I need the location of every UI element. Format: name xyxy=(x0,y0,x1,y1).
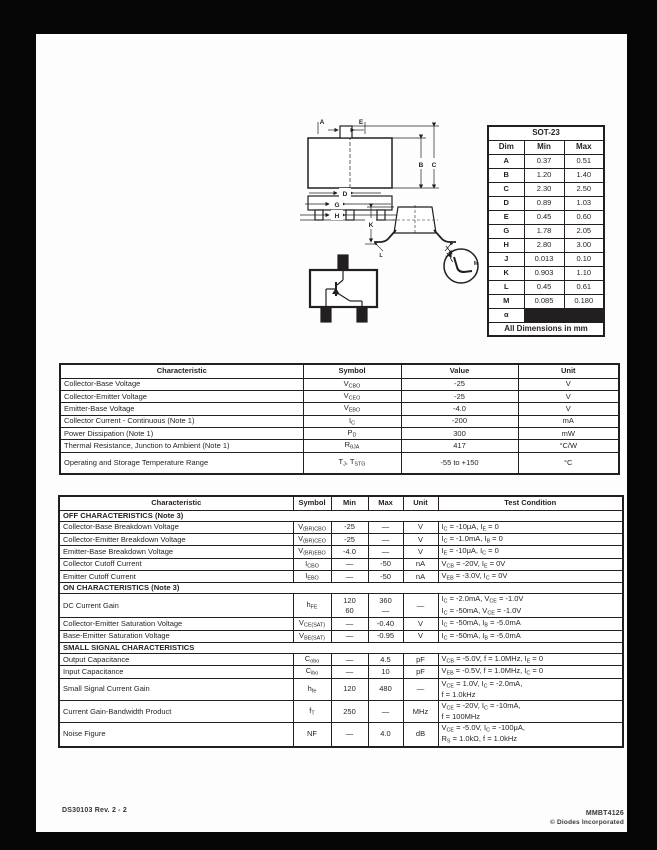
max-header: Max xyxy=(368,496,403,510)
max-cell: 4.0 xyxy=(368,722,403,746)
max-cell: -0.40 xyxy=(368,618,403,630)
symbol-cell: NF xyxy=(293,722,331,746)
characteristic-header: Characteristic xyxy=(60,364,303,378)
characteristic-cell: Emitter-Base Breakdown Voltage xyxy=(59,546,293,558)
min-cell: — xyxy=(331,618,368,630)
ratings-row xyxy=(60,378,619,390)
max-cell: -50 xyxy=(368,558,403,570)
test-condition-cell: $I_E = -10\mu A$, $I_C = 0$ xyxy=(438,546,623,558)
unit-cell: dB xyxy=(403,722,438,746)
characteristic-cell: Operating and Storage Temperature Range xyxy=(60,452,303,474)
symbol-cell: $P_D$ xyxy=(303,427,401,439)
unit-cell: pF xyxy=(403,666,438,678)
max-cell: — xyxy=(368,533,403,545)
dim-row xyxy=(488,168,604,182)
characteristic-cell: Small Signal Current Gain xyxy=(59,678,293,700)
dim-min: 1.78 xyxy=(524,224,564,238)
symbol-header: Symbol xyxy=(293,496,331,510)
test-condition-cell: $V_{CE} = -5.0V$, $I_C = -100\mu A$, $R_S = 1.0k\Omega$, f = 1.0kHz xyxy=(438,722,623,746)
value-cell: 417 xyxy=(401,440,518,452)
electrical-characteristics-table xyxy=(58,495,624,748)
section-header-row xyxy=(59,583,623,594)
dim-row xyxy=(488,280,604,294)
unit-cell: mW xyxy=(518,427,619,439)
datasheet-page xyxy=(36,34,627,832)
elec-row xyxy=(59,521,623,533)
symbol-cell: $h_{fe}$ xyxy=(293,678,331,700)
symbol-cell: $V_{EBO}$ xyxy=(303,403,401,415)
dim-table-footer-row xyxy=(488,322,604,336)
max-cell: — xyxy=(368,700,403,722)
section-header-row xyxy=(59,643,623,654)
elec-row xyxy=(59,678,623,700)
symbol-cell: $R_{\theta JA}$ xyxy=(303,440,401,452)
min-cell: 250 xyxy=(331,700,368,722)
ratings-row xyxy=(60,427,619,439)
test-condition-cell: $V_{CE} = 1.0V$, $I_C = -2.0mA$, f = 1.0kHz xyxy=(438,678,623,700)
characteristic-cell: Collector-Base Voltage xyxy=(60,378,303,390)
dim-max: 3.00 xyxy=(564,238,604,252)
alpha-row xyxy=(488,308,604,322)
dim-label-d: D xyxy=(342,191,348,198)
dim-letter: D xyxy=(488,196,524,210)
ratings-row xyxy=(60,415,619,427)
characteristic-cell: Collector-Emitter Voltage xyxy=(60,390,303,402)
dim-col-header: Dim xyxy=(488,140,524,154)
characteristic-cell: Output Capacitance xyxy=(59,654,293,666)
dim-max: 0.10 xyxy=(564,252,604,266)
dim-label-m: M xyxy=(473,261,479,267)
dim-label-k: K xyxy=(368,222,374,229)
dim-label-j: J xyxy=(445,253,449,259)
dim-max: 1.40 xyxy=(564,168,604,182)
test-condition-cell: $I_C = -50mA$, $I_B = -5.0mA$ xyxy=(438,618,623,630)
dim-letter: M xyxy=(488,294,524,308)
min-cell: — xyxy=(331,666,368,678)
characteristic-header: Characteristic xyxy=(59,496,293,510)
unit-cell: MHz xyxy=(403,700,438,722)
test-condition-cell: $V_{EB} = -3.0V$, $I_C = 0V$ xyxy=(438,570,623,582)
elec-row xyxy=(59,654,623,666)
dim-label-l: L xyxy=(379,253,383,259)
dim-max: 1.10 xyxy=(564,266,604,280)
unit-cell: V xyxy=(518,390,619,402)
schematic-pinout xyxy=(310,255,377,322)
min-cell: -25 xyxy=(331,521,368,533)
elec-row xyxy=(59,546,623,558)
unit-cell: V xyxy=(403,546,438,558)
elec-row xyxy=(59,594,623,618)
ratings-row xyxy=(60,440,619,452)
elec-header-row xyxy=(59,496,623,510)
min-cell: — xyxy=(331,722,368,746)
characteristic-cell: DC Current Gain xyxy=(59,594,293,618)
min-cell: -4.0 xyxy=(331,546,368,558)
test-condition-cell: $V_{CB} = -20V$, $I_E = 0V$ xyxy=(438,558,623,570)
symbol-cell: $V_{(BR)CBO}$ xyxy=(293,521,331,533)
dim-min: 2.80 xyxy=(524,238,564,252)
dim-max: 0.51 xyxy=(564,154,604,168)
unit-cell: nA xyxy=(403,570,438,582)
value-cell: -25 xyxy=(401,390,518,402)
characteristic-cell: Emitter Cutoff Current xyxy=(59,570,293,582)
dim-max: 2.50 xyxy=(564,182,604,196)
dim-min: 1.20 xyxy=(524,168,564,182)
dim-letter: J xyxy=(488,252,524,266)
dim-letter: B xyxy=(488,168,524,182)
test-condition-cell: $I_C = -1.0mA$, $I_B = 0$ xyxy=(438,533,623,545)
dim-label-h: H xyxy=(334,213,340,220)
max-cell: 4.5 xyxy=(368,654,403,666)
characteristic-cell: Thermal Resistance, Junction to Ambient (Note 1) xyxy=(60,440,303,452)
elec-row xyxy=(59,570,623,582)
dim-row xyxy=(488,210,604,224)
value-cell: -55 to +150 xyxy=(401,452,518,474)
unit-cell: °C xyxy=(518,452,619,474)
min-cell: 120 xyxy=(331,678,368,700)
elec-row xyxy=(59,666,623,678)
ratings-row xyxy=(60,390,619,402)
elec-row xyxy=(59,700,623,722)
dim-max: 0.180 xyxy=(564,294,604,308)
dim-table-title: SOT-23 xyxy=(488,126,604,140)
elec-row xyxy=(59,630,623,642)
section-title: OFF CHARACTERISTICS (Note 3) xyxy=(59,510,623,521)
dim-min: 0.085 xyxy=(524,294,564,308)
dim-label-c: C xyxy=(431,162,437,169)
unit-cell: — xyxy=(403,594,438,618)
test-condition-cell: $V_{CB} = -5.0V$, f = 1.0MHz, $I_E = 0$ xyxy=(438,654,623,666)
characteristic-cell: Collector-Emitter Breakdown Voltage xyxy=(59,533,293,545)
dim-label-g: G xyxy=(334,202,340,209)
ratings-row xyxy=(60,452,619,474)
dim-row xyxy=(488,266,604,280)
min-cell: — xyxy=(331,654,368,666)
dim-row xyxy=(488,182,604,196)
unit-cell: mA xyxy=(518,415,619,427)
symbol-cell: $I_{CBO}$ xyxy=(293,558,331,570)
max-cell: -0.95 xyxy=(368,630,403,642)
test-condition-cell: $I_C = -2.0mA$, $V_{CE} = -1.0V$ $I_C = -50mA$, $V_{CE} = -1.0V$ xyxy=(438,594,623,618)
max-cell: — xyxy=(368,521,403,533)
unit-cell: V xyxy=(518,403,619,415)
characteristic-cell: Power Dissipation (Note 1) xyxy=(60,427,303,439)
front-view xyxy=(300,193,403,220)
dim-min: 0.37 xyxy=(524,154,564,168)
symbol-cell: $V_{CBO}$ xyxy=(303,378,401,390)
max-col-header: Max xyxy=(564,140,604,154)
footer-part-number: MMBT4126 xyxy=(585,810,624,817)
value-header: Value xyxy=(401,364,518,378)
symbol-cell: $V_{CEO}$ xyxy=(303,390,401,402)
dim-label-b: B xyxy=(418,162,424,169)
alpha-label: α xyxy=(488,308,524,322)
dim-min: 0.45 xyxy=(524,210,564,224)
unit-header: Unit xyxy=(403,496,438,510)
dim-letter: E xyxy=(488,210,524,224)
ratings-header-row xyxy=(60,364,619,378)
elec-row xyxy=(59,722,623,746)
min-col-header: Min xyxy=(524,140,564,154)
dim-row xyxy=(488,238,604,252)
top-view xyxy=(308,122,392,190)
dim-row xyxy=(488,252,604,266)
dim-max: 0.60 xyxy=(564,210,604,224)
dim-min: 0.89 xyxy=(524,196,564,210)
unit-cell: — xyxy=(403,678,438,700)
section-header-row xyxy=(59,510,623,521)
symbol-cell: $I_{EBO}$ xyxy=(293,570,331,582)
test-condition-cell: $I_C = -10\mu A$, $I_E = 0$ xyxy=(438,521,623,533)
package-drawing xyxy=(295,112,490,347)
test-condition-header: Test Condition xyxy=(438,496,623,510)
symbol-cell: $V_{BE(SAT)}$ xyxy=(293,630,331,642)
characteristic-cell: Collector Current - Continuous (Note 1) xyxy=(60,415,303,427)
max-cell: — xyxy=(368,546,403,558)
symbol-cell: $V_{CE(SAT)}$ xyxy=(293,618,331,630)
footer-right xyxy=(550,810,624,826)
symbol-cell: $V_{(BR)EBO}$ xyxy=(293,546,331,558)
characteristic-cell: Current Gain-Bandwidth Product xyxy=(59,700,293,722)
symbol-header: Symbol xyxy=(303,364,401,378)
min-cell: -25 xyxy=(331,533,368,545)
elec-row xyxy=(59,533,623,545)
min-header: Min xyxy=(331,496,368,510)
characteristic-cell: Emitter-Base Voltage xyxy=(60,403,303,415)
maximum-ratings-table xyxy=(59,363,620,475)
dim-letter: L xyxy=(488,280,524,294)
dim-table-footer: All Dimensions in mm xyxy=(488,322,604,336)
test-condition-cell: $V_{EB} = -0.5V$, f = 1.0MHz, $I_C = 0$ xyxy=(438,666,623,678)
footer-copyright: © Diodes Incorporated xyxy=(550,819,624,826)
symbol-cell: $f_T$ xyxy=(293,700,331,722)
elec-row xyxy=(59,618,623,630)
alpha-value-blacked-out xyxy=(524,308,604,322)
unit-cell: nA xyxy=(403,558,438,570)
min-cell: — xyxy=(331,570,368,582)
dim-row xyxy=(488,154,604,168)
characteristic-cell: Collector-Base Breakdown Voltage xyxy=(59,521,293,533)
unit-cell: V xyxy=(403,630,438,642)
dim-max: 1.03 xyxy=(564,196,604,210)
min-cell: — xyxy=(331,558,368,570)
symbol-cell: $C_{ibo}$ xyxy=(293,666,331,678)
dim-label-a: A xyxy=(319,119,325,126)
sot23-dimension-table xyxy=(487,125,605,337)
dim-min: 0.903 xyxy=(524,266,564,280)
characteristic-cell: Noise Figure xyxy=(59,722,293,746)
max-cell: 360 — xyxy=(368,594,403,618)
footer-doc-number: DS30103 Rev. 2 - 2 xyxy=(62,807,127,814)
symbol-cell: $C_{obo}$ xyxy=(293,654,331,666)
dim-letter: H xyxy=(488,238,524,252)
value-cell: -4.0 xyxy=(401,403,518,415)
characteristic-cell: Collector Cutoff Current xyxy=(59,558,293,570)
unit-cell: V xyxy=(403,521,438,533)
test-condition-cell: $V_{CE} = -20V$, $I_C = -10mA$, f = 100MHz xyxy=(438,700,623,722)
dim-letter: G xyxy=(488,224,524,238)
max-cell: 10 xyxy=(368,666,403,678)
elec-row xyxy=(59,558,623,570)
dim-min: 0.013 xyxy=(524,252,564,266)
min-cell: — xyxy=(331,630,368,642)
dim-letter: K xyxy=(488,266,524,280)
dim-row xyxy=(488,294,604,308)
unit-cell: V xyxy=(403,533,438,545)
unit-cell: pF xyxy=(403,654,438,666)
dim-min: 2.30 xyxy=(524,182,564,196)
section-title: SMALL SIGNAL CHARACTERISTICS xyxy=(59,643,623,654)
value-cell: -200 xyxy=(401,415,518,427)
dim-max: 2.05 xyxy=(564,224,604,238)
dim-letter: C xyxy=(488,182,524,196)
characteristic-cell: Input Capacitance xyxy=(59,666,293,678)
value-cell: -25 xyxy=(401,378,518,390)
test-condition-cell: $I_C = -50mA$, $I_B = -5.0mA$ xyxy=(438,630,623,642)
min-cell: 120 60 xyxy=(331,594,368,618)
dim-min: 0.45 xyxy=(524,280,564,294)
symbol-cell: $V_{(BR)CEO}$ xyxy=(293,533,331,545)
symbol-cell: $h_{FE}$ xyxy=(293,594,331,618)
dim-row xyxy=(488,224,604,238)
value-cell: 300 xyxy=(401,427,518,439)
max-cell: 480 xyxy=(368,678,403,700)
unit-header: Unit xyxy=(518,364,619,378)
unit-cell: V xyxy=(518,378,619,390)
dim-label-e: E xyxy=(358,119,364,126)
characteristic-cell: Base-Emitter Saturation Voltage xyxy=(59,630,293,642)
dim-letter: A xyxy=(488,154,524,168)
symbol-cell: $T_J$, $T_{STG}$ xyxy=(303,452,401,474)
symbol-cell: $I_C$ xyxy=(303,415,401,427)
max-cell: -50 xyxy=(368,570,403,582)
dim-max: 0.61 xyxy=(564,280,604,294)
unit-cell: V xyxy=(403,618,438,630)
unit-cell: °C/W xyxy=(518,440,619,452)
dim-row xyxy=(488,196,604,210)
characteristic-cell: Collector-Emitter Saturation Voltage xyxy=(59,618,293,630)
ratings-row xyxy=(60,403,619,415)
section-title: ON CHARACTERISTICS (Note 3) xyxy=(59,583,623,594)
